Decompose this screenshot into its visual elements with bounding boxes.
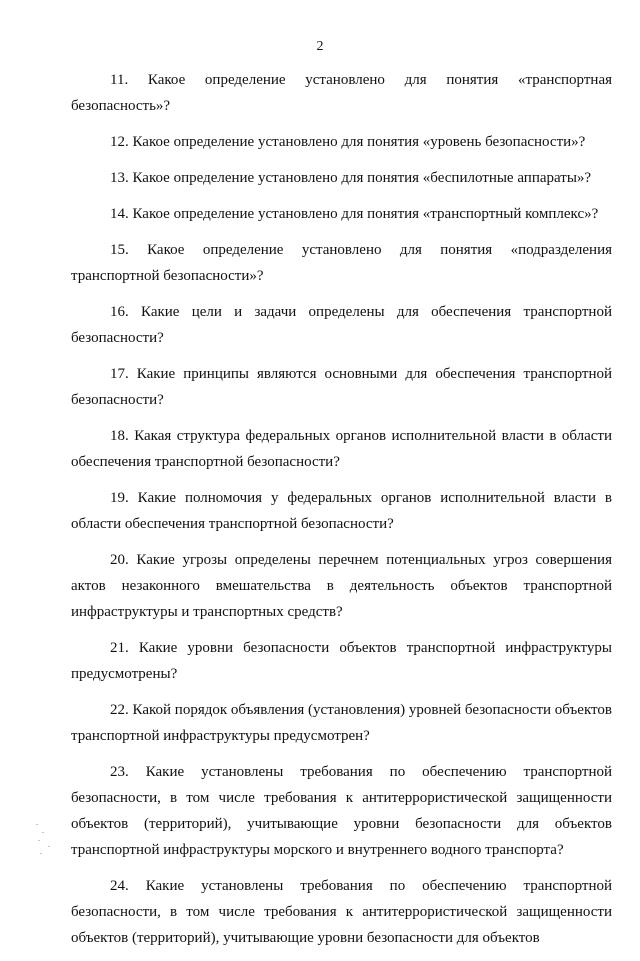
question-22: 22. Какой порядок объявления (установления) уровней безопасности объектов транспортной инфраструктуры предусмотрен? bbox=[71, 702, 612, 744]
question-14: 14. Какое определение установлено для понятия «транспортный комплекс»? bbox=[110, 206, 599, 222]
question-15: 15. Какое определение установлено для понятия «подразделения транспортной безопасности»? bbox=[71, 242, 612, 284]
page-number: 2 bbox=[316, 39, 324, 54]
question-19: 19. Какие полномочия у федеральных органов исполнительной власти в области обеспечения транспортной безопасности? bbox=[71, 490, 612, 532]
question-list bbox=[71, 67, 612, 961]
question-16: 16. Какие цели и задачи определены для обеспечения транспортной безопасности? bbox=[71, 304, 612, 346]
question-23: 23. Какие установлены требования по обеспечению транспортной безопасности, в том числе требования к антитеррористической защищенности объектов (территорий), учитывающие уровни безопасности для объектов транспортной инфраструктуры морского и внутреннего водного транспорта? bbox=[71, 764, 612, 858]
question-20: 20. Какие угрозы определены перечнем потенциальных угроз совершения актов незаконного вмешательства в деятельность объектов транспортной инфраструктуры и транспортных средств? bbox=[71, 552, 612, 620]
question-13: 13. Какое определение установлено для понятия «беспилотные аппараты»? bbox=[110, 170, 592, 186]
question-17: 17. Какие принципы являются основными для обеспечения транспортной безопасности? bbox=[71, 366, 612, 408]
question-24: 24. Какие установлены требования по обеспечению транспортной безопасности, в том числе требования к антитеррористической защищенности объектов (территорий), учитывающие уровни безопасности для объектов bbox=[71, 878, 612, 946]
scan-artifact bbox=[34, 822, 64, 862]
question-12: 12. Какое определение установлено для понятия «уровень безопасности»? bbox=[110, 134, 586, 150]
question-21: 21. Какие уровни безопасности объектов транспортной инфраструктуры предусмотрены? bbox=[71, 640, 612, 682]
question-11: 11. Какое определение установлено для понятия «транспортная безопасность»? bbox=[71, 72, 612, 114]
question-18: 18. Какая структура федеральных органов исполнительной власти в области обеспечения транспортной безопасности? bbox=[71, 428, 612, 470]
